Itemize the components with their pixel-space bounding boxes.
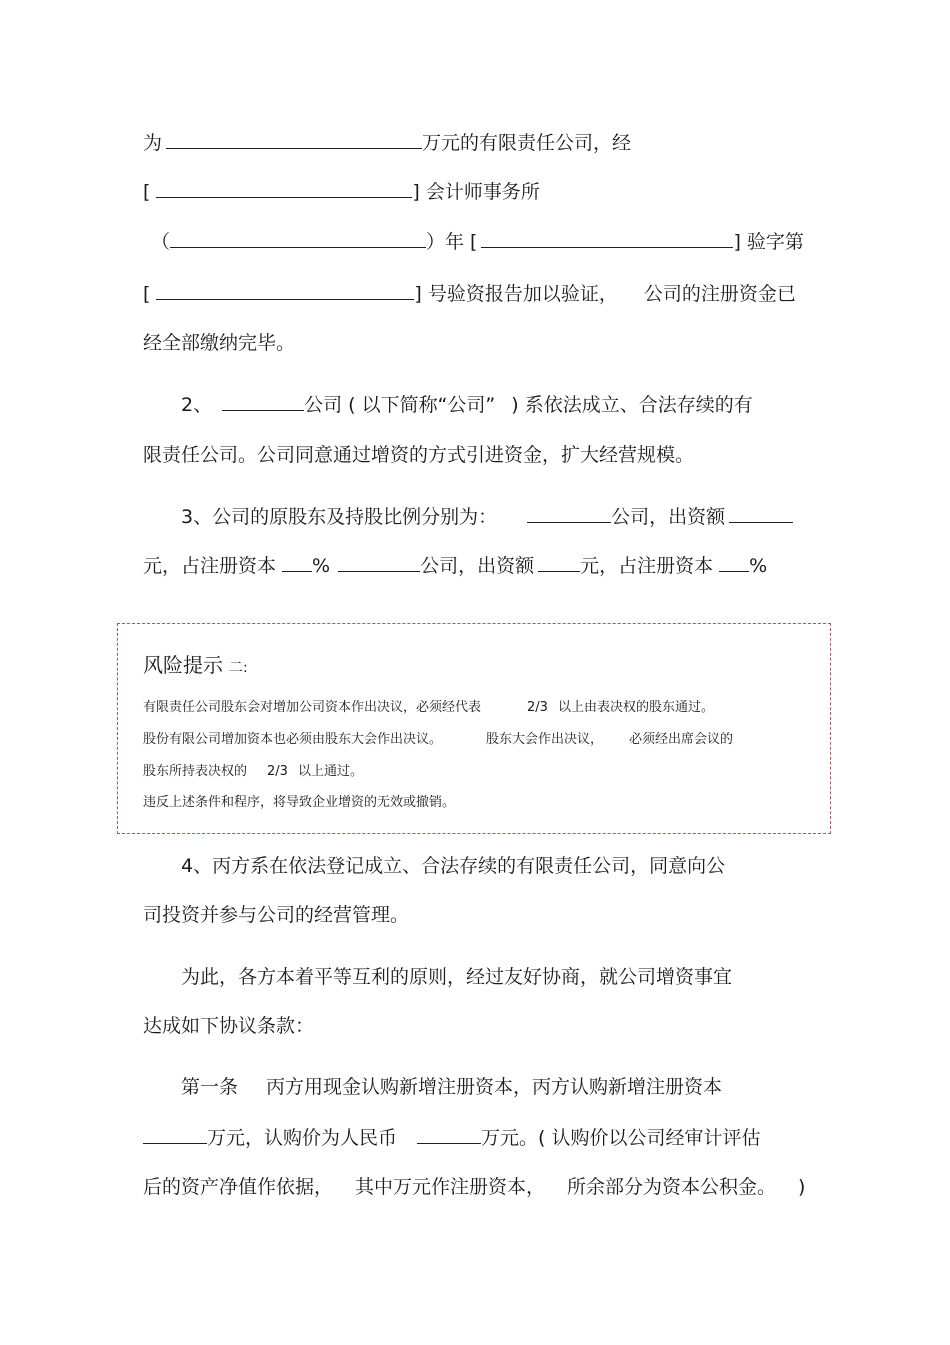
risk-title [143, 652, 248, 681]
paragraph-4-line-2 [143, 902, 409, 928]
risk-line-2 [143, 731, 733, 749]
blank-field [143, 1124, 207, 1144]
text: 2、 [181, 394, 213, 416]
text: 限责任公司。公司同意通过增资的方式引进资金，扩大经营规模。 [143, 444, 695, 466]
blank-field [156, 178, 412, 198]
text: 所余部分为资本公积金。 [567, 1176, 777, 1198]
article-1-line-3 [143, 1174, 805, 1200]
text: 第一条 [181, 1076, 239, 1098]
paragraph-3-line-2 [143, 552, 767, 579]
text: 万元的有限责任公司，经 [422, 132, 632, 154]
risk-line-4 [143, 794, 455, 812]
blank-field [170, 228, 426, 248]
text: 公司，出资额 [420, 555, 535, 577]
text: ）年 [ [426, 231, 478, 253]
line-3 [143, 228, 804, 255]
paragraph-2-line-1 [181, 391, 753, 418]
blank-field [719, 552, 749, 572]
text: 2/3 [527, 700, 548, 715]
text: 必须经出席会议的 [629, 732, 734, 747]
risk-title-text: 风险提示 [143, 653, 223, 677]
text: 3、公司的原股东及持股比例分别为： [181, 506, 498, 528]
paragraph-5-line-1 [181, 964, 732, 990]
text: 公司 ( 以下简称“公司” [304, 394, 496, 416]
text: [ [143, 181, 151, 203]
text: 其中万元作注册资本， [355, 1176, 546, 1198]
paragraph-5-line-2 [143, 1013, 314, 1039]
text: 达成如下协议条款： [143, 1015, 315, 1037]
risk-line-3 [143, 763, 363, 781]
text: 元，占注册资本 [143, 555, 277, 577]
text: % [312, 555, 331, 577]
blank-field [417, 1124, 481, 1144]
blank-field [156, 280, 414, 300]
text: （ [151, 231, 171, 253]
paragraph-4-line-1 [181, 853, 725, 879]
text: 股东所持表决权的 [143, 764, 248, 779]
article-1-line-2 [143, 1124, 760, 1151]
text: 公司的注册资金已 [643, 283, 796, 305]
text: ) 系依法成立、合法存续的有 [511, 394, 753, 416]
text: 司投资并参与公司的经营管理。 [143, 904, 410, 926]
text: ] 验字第 [733, 231, 804, 253]
blank-field [166, 129, 422, 149]
text: 有限责任公司股东会对增加公司资本作出决议，必须经代表 [143, 700, 482, 715]
blank-field [538, 552, 580, 572]
paragraph-2-line-2 [143, 442, 694, 468]
article-1-line-1 [181, 1074, 722, 1100]
blank-field [481, 228, 733, 248]
text: ] 会计师事务所 [412, 181, 540, 203]
risk-title-sub: 二: [229, 660, 248, 676]
text: 为此，各方本着平等互利的原则，经过友好协商，就公司增资事宜 [181, 966, 733, 988]
text: 元，占注册资本 [580, 555, 714, 577]
text: 以上通过。 [297, 764, 363, 779]
text: 万元。( 认购价以公司经审计评估 [481, 1127, 761, 1149]
text: 违反上述条件和程序，将导致企业增资的无效或撤销。 [143, 795, 456, 810]
line-2 [143, 178, 540, 205]
text: 丙方用现金认购新增注册资本，丙方认购新增注册资本 [266, 1076, 723, 1098]
text: [ [143, 283, 151, 305]
text: ) [798, 1176, 806, 1198]
paragraph-3-line-1 [181, 503, 793, 530]
text: 万元，认购价为人民币 [207, 1127, 398, 1149]
blank-field [282, 552, 312, 572]
text: % [749, 555, 768, 577]
line-5 [143, 330, 295, 356]
blank-field [527, 503, 611, 523]
blank-field [222, 391, 304, 411]
text: 股份有限公司增加资本也必须由股东大会作出决议。 [143, 732, 443, 747]
blank-field [729, 503, 793, 523]
text: 为 [143, 132, 163, 154]
text: 4、丙方系在依法登记成立、合法存续的有限责任公司，同意向公 [181, 855, 726, 877]
text: 2/3 [267, 764, 288, 779]
risk-line-1 [143, 699, 714, 717]
text: 经全部缴纳完毕。 [143, 332, 296, 354]
text: 公司，出资额 [611, 506, 726, 528]
blank-field [338, 552, 420, 572]
line-1 [143, 129, 631, 156]
text: ] 号验资报告加以验证， [414, 283, 618, 305]
line-4 [143, 280, 796, 307]
text: 股东大会作出决议， [486, 732, 604, 747]
text: 后的资产净值作依据， [143, 1176, 334, 1198]
text: 以上由表决权的股东通过。 [557, 700, 714, 715]
